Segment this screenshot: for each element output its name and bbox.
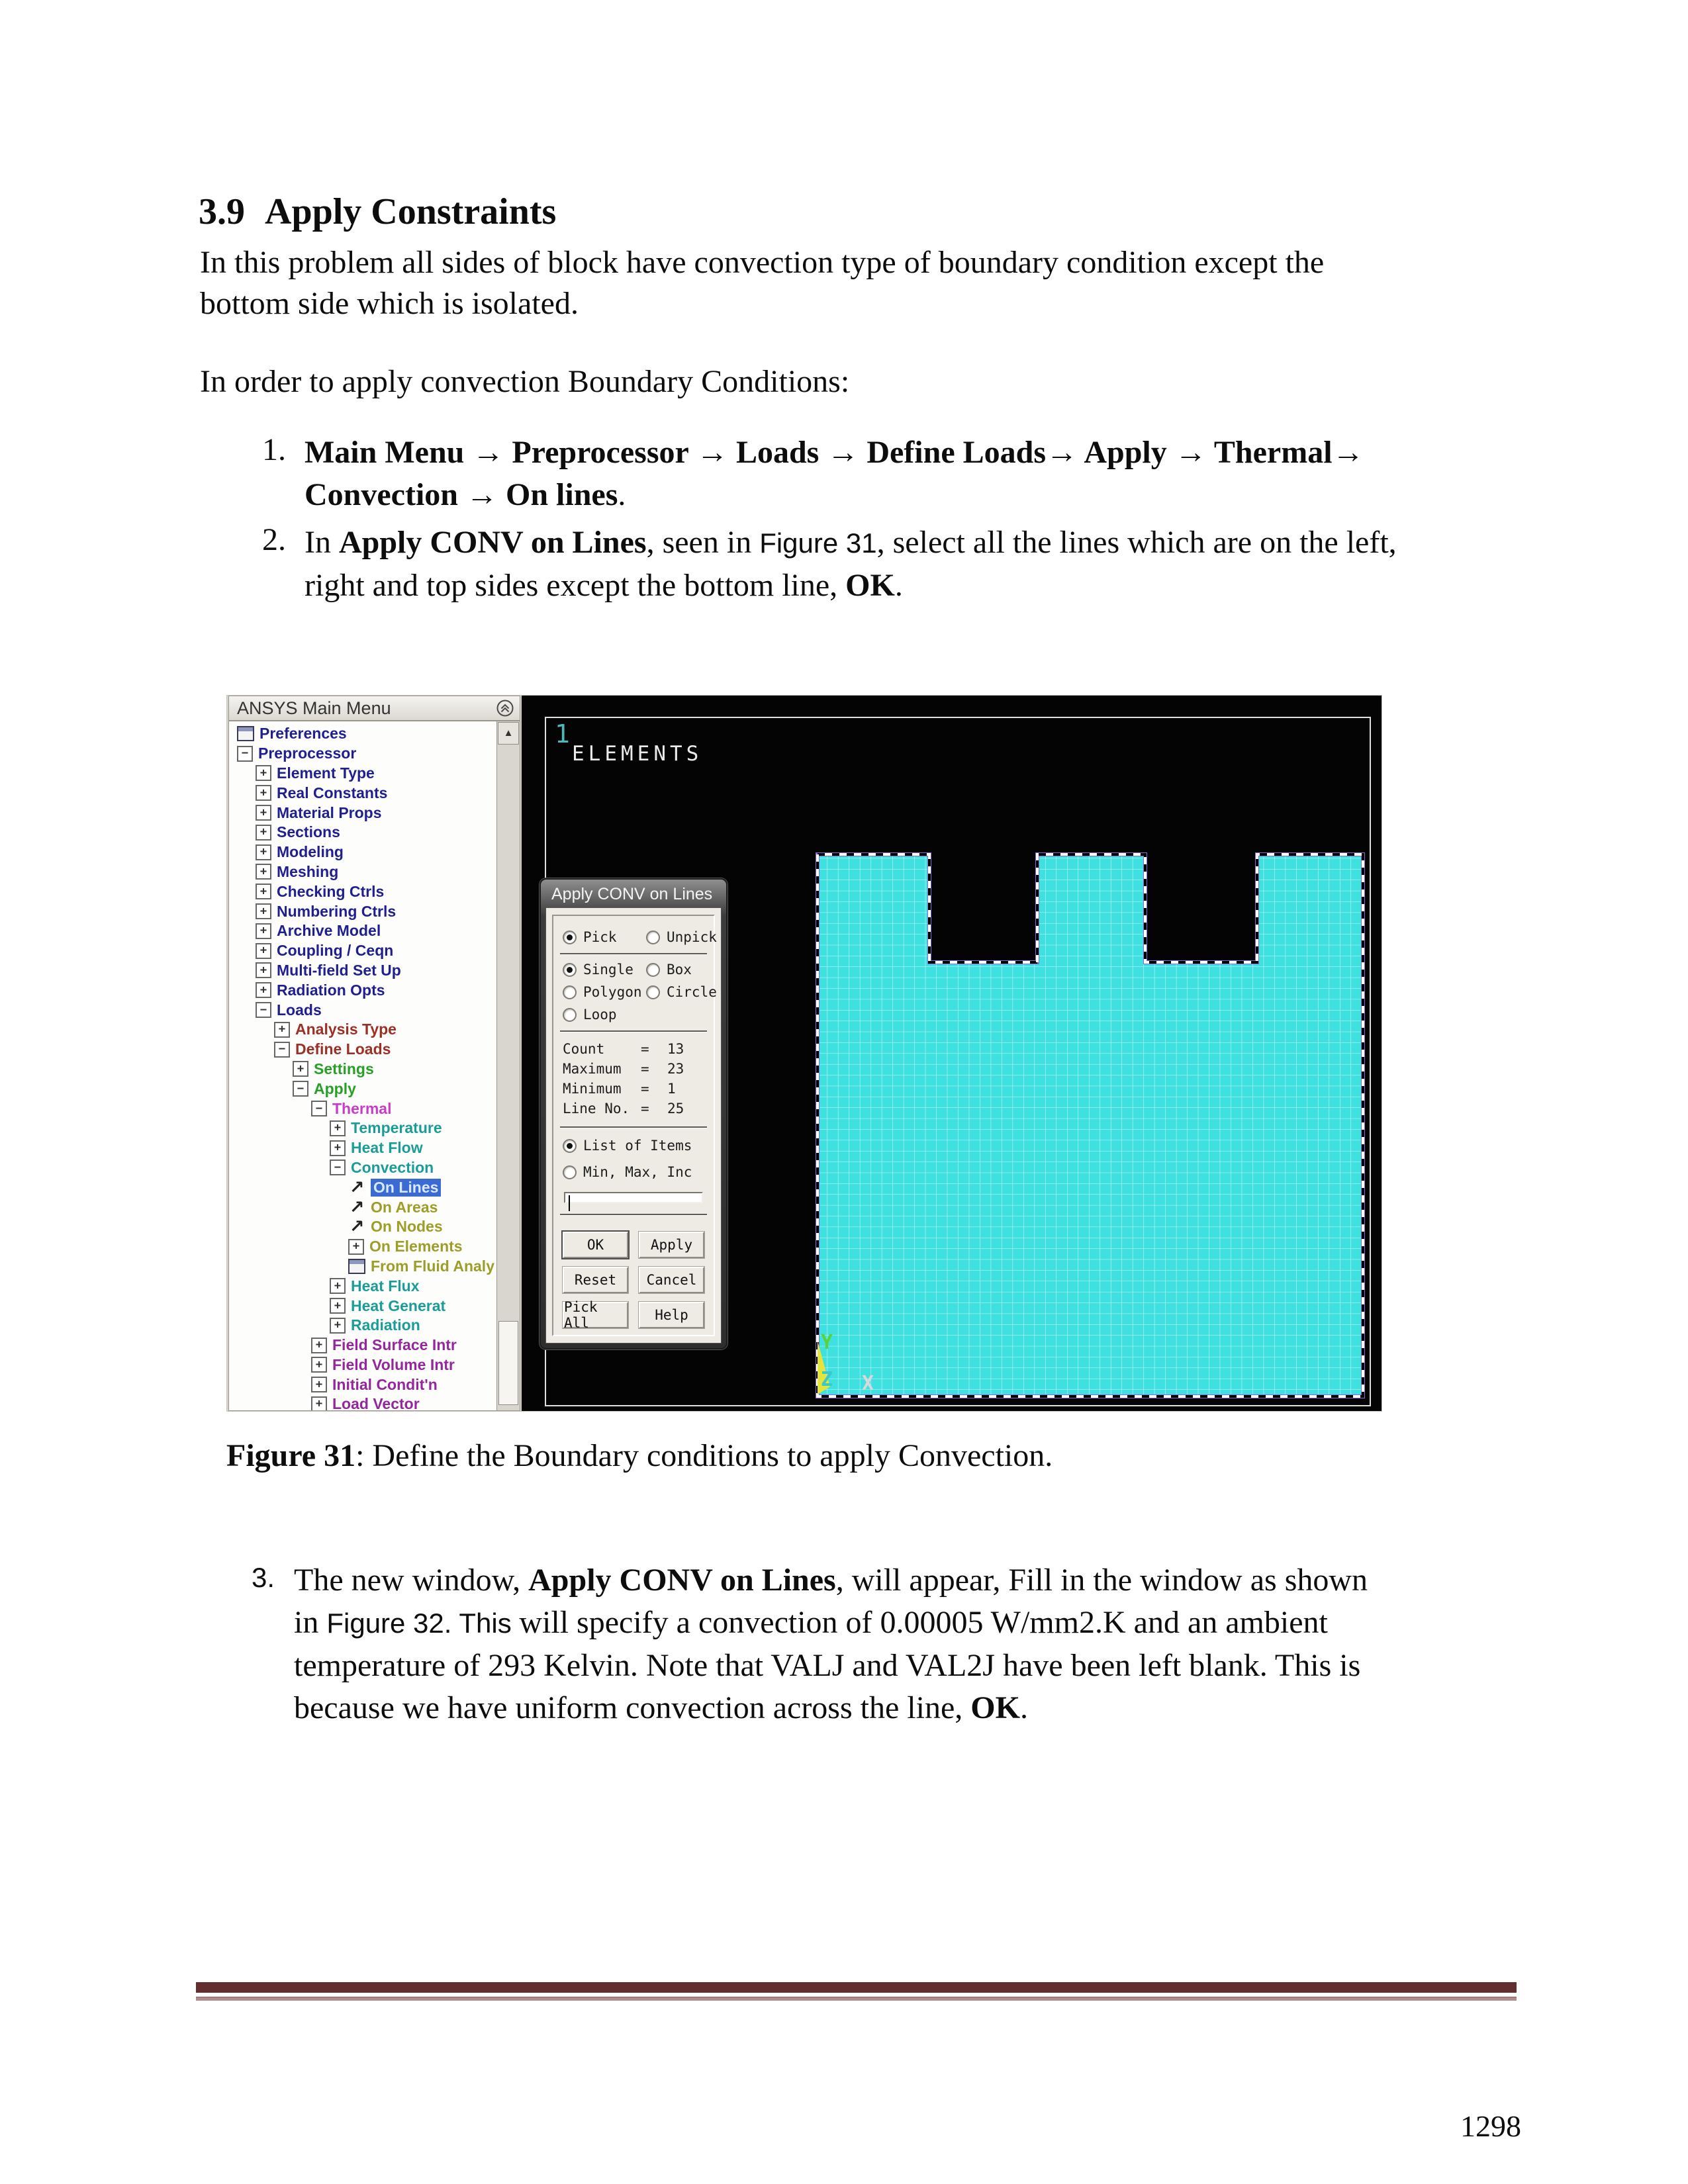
menu-tree	[229, 724, 496, 1410]
tree-item[interactable]	[229, 1276, 496, 1296]
tree-item-icon[interactable]	[256, 884, 271, 899]
tree-item-label[interactable]: Heat Generat	[351, 1297, 446, 1314]
divider	[560, 1126, 707, 1128]
tree-item[interactable]	[229, 823, 496, 842]
tree-item-icon[interactable]	[256, 785, 271, 801]
tree-item-label[interactable]: Sections	[277, 823, 340, 841]
tree-item-icon[interactable]	[311, 1357, 327, 1373]
tree-item-label[interactable]: Settings	[314, 1060, 374, 1077]
tree-item-label[interactable]: Loads	[277, 1001, 322, 1019]
radio-label: Single	[583, 962, 633, 978]
stat-label: Line No.	[563, 1101, 630, 1116]
tree-item[interactable]	[229, 842, 496, 862]
tree-item[interactable]	[229, 1296, 496, 1316]
tree-item-label[interactable]: On Elements	[369, 1238, 463, 1255]
tree-item[interactable]	[229, 1118, 496, 1138]
radio-option[interactable]	[563, 1138, 704, 1154]
divider	[560, 1030, 707, 1032]
radio-label: List of Items	[583, 1138, 692, 1154]
stat-row	[563, 1099, 704, 1118]
triad-z-label: Z	[821, 1368, 833, 1391]
tree-item-icon[interactable]	[330, 1318, 346, 1334]
intro-paragraph: In this problem all sides of block have convection type of boundary condition except the bottom side which is isolated.	[200, 245, 1325, 321]
radio-option[interactable]	[646, 929, 717, 945]
tree-item-icon[interactable]	[256, 864, 271, 880]
tree-item-icon[interactable]	[293, 1061, 308, 1077]
tree-item-label[interactable]: Checking Ctrls	[277, 882, 385, 900]
tree-item-label[interactable]: Field Volume Intr	[332, 1355, 455, 1373]
radio-label: Min, Max, Inc	[583, 1164, 692, 1180]
tree-item[interactable]	[229, 744, 496, 764]
radio-label: Unpick	[667, 929, 717, 945]
tree-item-label[interactable]: Meshing	[277, 862, 339, 880]
radio-icon[interactable]	[646, 931, 660, 944]
tree-item-label[interactable]: From Fluid Analy	[371, 1257, 494, 1275]
tree-item[interactable]	[229, 764, 496, 784]
stat-value: 25	[667, 1101, 684, 1116]
figure-label: Figure 31	[226, 1438, 356, 1473]
tree-item[interactable]	[229, 1099, 496, 1118]
tree-item-label[interactable]: Preferences	[259, 725, 347, 743]
picker-input-wrap	[564, 1192, 703, 1203]
tree-item[interactable]	[229, 980, 496, 1000]
radio-icon[interactable]	[646, 963, 660, 977]
tree-item[interactable]	[229, 1000, 496, 1020]
radio-label: Pick	[583, 929, 617, 945]
tree-item-icon[interactable]	[256, 943, 271, 959]
lead-in-paragraph: In order to apply convection Boundary Conditions:	[200, 364, 850, 399]
tree-item-label[interactable]: Initial Condit'n	[332, 1375, 438, 1393]
dialog-button[interactable]: Help	[639, 1302, 704, 1328]
pick-stats	[563, 1039, 704, 1118]
tree-item[interactable]	[229, 803, 496, 823]
tree-item[interactable]	[229, 901, 496, 921]
tree-item[interactable]	[229, 1177, 496, 1197]
tree-item-icon[interactable]	[348, 1179, 365, 1195]
page-number: 1298	[1460, 2109, 1521, 2143]
tree-item-icon[interactable]	[348, 1259, 365, 1274]
tree-item-label[interactable]: Element Type	[277, 764, 375, 782]
stat-value: 23	[667, 1061, 684, 1077]
stat-equals: =	[641, 1061, 649, 1077]
radio-option[interactable]	[563, 1164, 704, 1180]
stat-row	[563, 1079, 704, 1099]
radio-option[interactable]	[563, 1007, 646, 1023]
list-entry-radios	[563, 1138, 704, 1180]
list-number: 1.	[262, 432, 286, 467]
figure-caption: Figure 31: Define the Boundary conditions to apply Convection.	[226, 1438, 1053, 1473]
tree-item-icon[interactable]	[237, 726, 254, 741]
tree-item-icon[interactable]	[311, 1338, 327, 1353]
radio-icon[interactable]	[563, 1165, 577, 1179]
tree-item-label[interactable]: Heat Flux	[351, 1277, 420, 1295]
tree-item-label[interactable]: Coupling / Ceqn	[277, 942, 394, 960]
picker-input[interactable]	[565, 1193, 702, 1202]
radio-option[interactable]	[646, 962, 717, 978]
tree-item-icon[interactable]	[311, 1396, 327, 1410]
triad-y-label: Y	[821, 1331, 833, 1354]
radio-icon[interactable]	[563, 1008, 577, 1022]
graphics-viewport[interactable]	[522, 696, 1382, 1411]
dialog-button[interactable]: Apply	[639, 1232, 704, 1258]
pick-unpick-radios	[563, 929, 717, 945]
stat-equals: =	[641, 1041, 649, 1057]
tree-item-label[interactable]: Analysis Type	[295, 1021, 397, 1038]
list-item-1: 1. Main Menu → Preprocessor → Loads → Define Loads→ Apply → Thermal→ Convection → On lines.	[262, 432, 1364, 516]
dialog-button[interactable]: Reset	[563, 1267, 628, 1293]
tree-item-label[interactable]: Thermal	[332, 1099, 392, 1117]
text-cursor	[569, 1195, 570, 1211]
main-menu-title: ANSYS Main Menu	[237, 698, 391, 718]
tree-item[interactable]	[229, 724, 496, 744]
stat-value: 13	[667, 1041, 684, 1057]
tree-item-icon[interactable]	[256, 982, 271, 998]
tree-item-label[interactable]: Preprocessor	[258, 745, 357, 762]
scroll-up-icon[interactable]: ▲	[498, 722, 519, 745]
tree-item-icon[interactable]	[256, 825, 271, 841]
tree-item-label[interactable]: On Areas	[371, 1198, 438, 1216]
radio-label: Box	[667, 962, 692, 978]
tree-item-icon[interactable]	[256, 903, 271, 919]
apply-conv-dialog	[539, 878, 727, 1349]
tree-item-icon[interactable]	[256, 805, 271, 821]
tree-item-icon[interactable]	[237, 746, 253, 762]
menu-scrollbar[interactable]	[496, 721, 520, 1410]
dialog-button[interactable]: Pick All	[563, 1302, 628, 1328]
pick-mode-radios	[563, 962, 717, 1023]
tree-item[interactable]	[229, 1197, 496, 1217]
tree-item[interactable]	[229, 1336, 496, 1355]
tree-item-label[interactable]: Numbering Ctrls	[277, 902, 397, 920]
tree-item[interactable]	[229, 1217, 496, 1237]
main-menu-body	[228, 721, 520, 1411]
dialog-button[interactable]: Cancel	[639, 1267, 704, 1293]
tree-item[interactable]	[229, 783, 496, 803]
dialog-titlebar[interactable]	[541, 880, 726, 907]
dialog-title: Apply CONV on Lines	[551, 884, 713, 903]
ansys-main-menu	[227, 696, 522, 1411]
dialog-button[interactable]: OK	[563, 1232, 628, 1258]
tree-item-label[interactable]: Field Surface Intr	[332, 1336, 457, 1354]
radio-label: Polygon	[583, 984, 642, 1000]
footer-rule-thin	[196, 1997, 1517, 2001]
tree-item-icon[interactable]	[348, 1239, 364, 1255]
tree-item-icon[interactable]	[256, 765, 271, 781]
stat-row	[563, 1059, 704, 1079]
tree-item-icon[interactable]	[330, 1120, 346, 1136]
ansys-screenshot	[227, 696, 1382, 1411]
tree-item-icon[interactable]	[293, 1081, 308, 1097]
radio-label: Loop	[583, 1007, 617, 1023]
triad-x-label: X	[862, 1372, 874, 1395]
tree-item-label[interactable]: Convection	[351, 1158, 434, 1176]
tree-item[interactable]	[229, 1060, 496, 1079]
tree-item-label[interactable]: On Nodes	[371, 1218, 443, 1236]
tree-item[interactable]	[229, 1257, 496, 1277]
tree-item-icon[interactable]	[311, 1101, 327, 1116]
tree-item-icon[interactable]	[330, 1160, 346, 1175]
tree-item[interactable]	[229, 882, 496, 901]
stat-label: Count	[563, 1041, 605, 1057]
dialog-buttons	[563, 1232, 704, 1331]
plot-window-number: 1	[555, 719, 570, 749]
tree-item[interactable]	[229, 1138, 496, 1158]
stat-label: Maximum	[563, 1061, 622, 1077]
tree-item-icon[interactable]	[274, 1042, 290, 1058]
list-number: 3.	[252, 1562, 275, 1593]
tree-item-icon[interactable]	[348, 1199, 365, 1215]
tree-item-icon[interactable]	[256, 962, 271, 978]
tree-item[interactable]	[229, 1040, 496, 1060]
divider	[560, 953, 707, 955]
tree-item[interactable]	[229, 1020, 496, 1040]
radio-option[interactable]	[563, 929, 646, 945]
tree-item[interactable]	[229, 1316, 496, 1336]
section-title: Apply Constraints	[265, 191, 557, 232]
tree-item-icon[interactable]	[330, 1140, 346, 1156]
tree-item-label[interactable]: Archive Model	[277, 922, 381, 940]
tree-item-label[interactable]: Heat Flow	[351, 1139, 423, 1157]
list-number: 2.	[262, 522, 286, 557]
tree-item[interactable]	[229, 941, 496, 961]
radio-option[interactable]	[646, 984, 717, 1000]
section-number: 3.9	[199, 191, 245, 232]
radio-icon[interactable]	[563, 963, 577, 977]
tree-item-icon[interactable]	[256, 923, 271, 939]
divider	[560, 1214, 707, 1216]
radio-option[interactable]	[563, 984, 646, 1000]
tree-item-label[interactable]: On Lines	[371, 1179, 441, 1197]
tree-item-icon[interactable]	[348, 1219, 365, 1235]
tree-item-icon[interactable]	[274, 1022, 290, 1038]
tree-item-label[interactable]: Apply	[314, 1079, 356, 1097]
radio-icon[interactable]	[563, 931, 577, 944]
stat-label: Minimum	[563, 1081, 622, 1097]
tree-item[interactable]	[229, 1158, 496, 1178]
radio-option[interactable]	[563, 962, 646, 978]
tree-item-label[interactable]: Radiation	[351, 1316, 420, 1334]
stat-equals: =	[641, 1101, 649, 1116]
stat-equals: =	[641, 1081, 649, 1097]
section-heading	[199, 191, 556, 233]
collapse-icon[interactable]	[496, 699, 514, 717]
tree-item-icon[interactable]	[256, 844, 271, 860]
radio-icon[interactable]	[646, 985, 660, 999]
list-item-2: 2. In Apply CONV on Lines, seen in Figure 31, select all the lines which are on the left, right and top sides except the bottom line, OK.	[262, 522, 1397, 607]
tree-item-icon[interactable]	[330, 1298, 346, 1314]
tree-item[interactable]	[229, 921, 496, 941]
tree-item-label[interactable]: Temperature	[351, 1119, 442, 1137]
stat-row	[563, 1039, 704, 1059]
stat-value: 1	[667, 1081, 676, 1097]
plot-type-label: ELEMENTS	[572, 742, 703, 766]
tree-item[interactable]	[229, 1375, 496, 1394]
tree-item[interactable]	[229, 1237, 496, 1257]
tree-item-icon[interactable]	[256, 1002, 271, 1018]
radio-icon[interactable]	[563, 1139, 577, 1153]
tree-item-label[interactable]: Material Props	[277, 803, 382, 821]
scrollbar-thumb[interactable]	[498, 1321, 518, 1405]
tree-item[interactable]	[229, 862, 496, 882]
tree-item-label[interactable]: Real Constants	[277, 784, 388, 801]
main-menu-titlebar[interactable]	[228, 696, 520, 721]
tree-item-label[interactable]: Radiation Opts	[277, 981, 385, 999]
tree-item-icon[interactable]	[311, 1377, 327, 1392]
tree-item[interactable]	[229, 961, 496, 981]
footer-rule-thick	[196, 1982, 1517, 1993]
tree-item[interactable]	[229, 1355, 496, 1375]
list-item-3: 3. The new window, Apply CONV on Lines, will appear, Fill in the window as shown in Figure 32. This will specify a convection of 0.00005 W/mm2.K and an ambient temperature of 293 Kelvin. Note that VALJ and VAL2J have been left blank. This is because we have uniform convection across the line, OK.	[252, 1559, 1368, 1729]
tree-item-icon[interactable]	[330, 1278, 346, 1294]
dialog-body	[545, 907, 722, 1343]
radio-label: Circle	[667, 984, 717, 1000]
tree-item-label[interactable]: Multi-field Set Up	[277, 961, 401, 979]
tree-item[interactable]	[229, 1394, 496, 1410]
tree-item-label[interactable]: Modeling	[277, 843, 344, 861]
tree-item-label[interactable]: Load Vector	[332, 1395, 420, 1410]
tree-item-label[interactable]: Define Loads	[295, 1040, 391, 1058]
tree-item[interactable]	[229, 1079, 496, 1099]
radio-icon[interactable]	[563, 985, 577, 999]
